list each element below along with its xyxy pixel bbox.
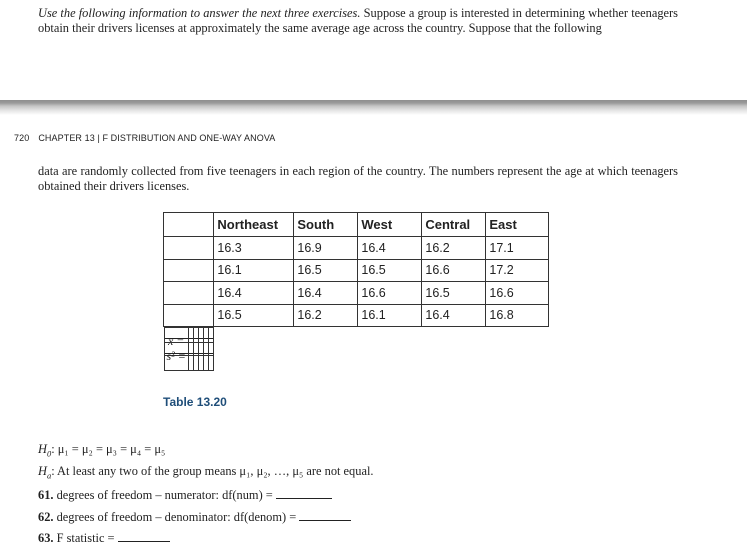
column-header: Northeast [214, 213, 294, 237]
column-header: South [294, 213, 358, 237]
table-cell: 17.1 [486, 237, 549, 260]
exercise-text: degrees of freedom – numerator: df(num) = [56, 488, 273, 502]
table-cell: 16.2 [422, 237, 486, 260]
mean-row [164, 327, 214, 339]
chapter-title: CHAPTER 13 | F DISTRIBUTION AND ONE-WAY ANOVA [38, 133, 276, 143]
corner-cell [164, 213, 214, 237]
running-header [14, 133, 275, 143]
table-cell: 16.2 [294, 304, 358, 327]
answer-blank [208, 343, 213, 371]
table-cell: 16.4 [294, 282, 358, 305]
table-cell: 16.6 [486, 282, 549, 305]
table-cell: 16.9 [294, 237, 358, 260]
table-row [164, 282, 549, 305]
variance-label: s² = [164, 343, 188, 371]
exercise-62 [38, 509, 351, 525]
exercise-number: 62. [38, 510, 54, 524]
exercise-63 [38, 530, 170, 546]
exercise-number: 63. [38, 531, 54, 545]
table-cell: 16.4 [422, 304, 486, 327]
table-cell: 16.8 [486, 304, 549, 327]
table-cell: 16.4 [214, 282, 294, 305]
intro-paragraph [38, 6, 678, 36]
page-break-divider [0, 100, 747, 115]
column-header: Central [422, 213, 486, 237]
column-header: West [358, 213, 422, 237]
exercise-number: 61. [38, 488, 54, 502]
intro-text: Suppose a group is interested in determining whether teenagers obtain their drivers licenses at approximately the same average age across the country. Suppose that the following [38, 6, 678, 35]
table-cell: 16.5 [358, 259, 422, 282]
table-cell: 16.1 [214, 259, 294, 282]
table-row [164, 259, 549, 282]
exercise-text: degrees of freedom – denominator: df(denom) = [56, 510, 297, 524]
table-header-row [164, 213, 549, 237]
table-caption: Table 13.20 [163, 395, 227, 409]
mean-label: x̄ = [164, 328, 188, 356]
column-header: East [486, 213, 549, 237]
exercise-text: F statistic = [56, 531, 115, 545]
table-cell: 16.6 [358, 282, 422, 305]
table-cell: 16.5 [294, 259, 358, 282]
table-cell: 16.5 [422, 282, 486, 305]
table-row [164, 304, 549, 327]
continuation-paragraph: data are randomly collected from five teenagers in each region of the country. The numbers represent the age at which teenagers obtained their drivers licenses. [38, 164, 678, 193]
answer-blank [276, 487, 332, 499]
age-data-table [163, 212, 549, 363]
intro-lead: Use the following information to answer the next three exercises. [38, 6, 361, 20]
null-hypothesis: $H_0$: μ₁ = μ₂ = μ₃ = μ₄ = μ₅ [38, 442, 166, 459]
table-cell: 16.1 [358, 304, 422, 327]
answer-blank [118, 530, 170, 542]
exercise-61 [38, 487, 332, 503]
answer-blank [299, 509, 351, 521]
table-cell: 16.3 [214, 237, 294, 260]
variance-row [164, 342, 214, 354]
alternative-hypothesis: $H_a$: At least any two of the group means μ₁, μ₂, …, μ₅ are not equal. [38, 464, 374, 481]
page-number: 720 [14, 133, 30, 143]
table-cell: 16.5 [214, 304, 294, 327]
table-row [164, 237, 549, 260]
table-cell: 16.4 [358, 237, 422, 260]
table-cell: 16.6 [422, 259, 486, 282]
table-cell: 17.2 [486, 259, 549, 282]
